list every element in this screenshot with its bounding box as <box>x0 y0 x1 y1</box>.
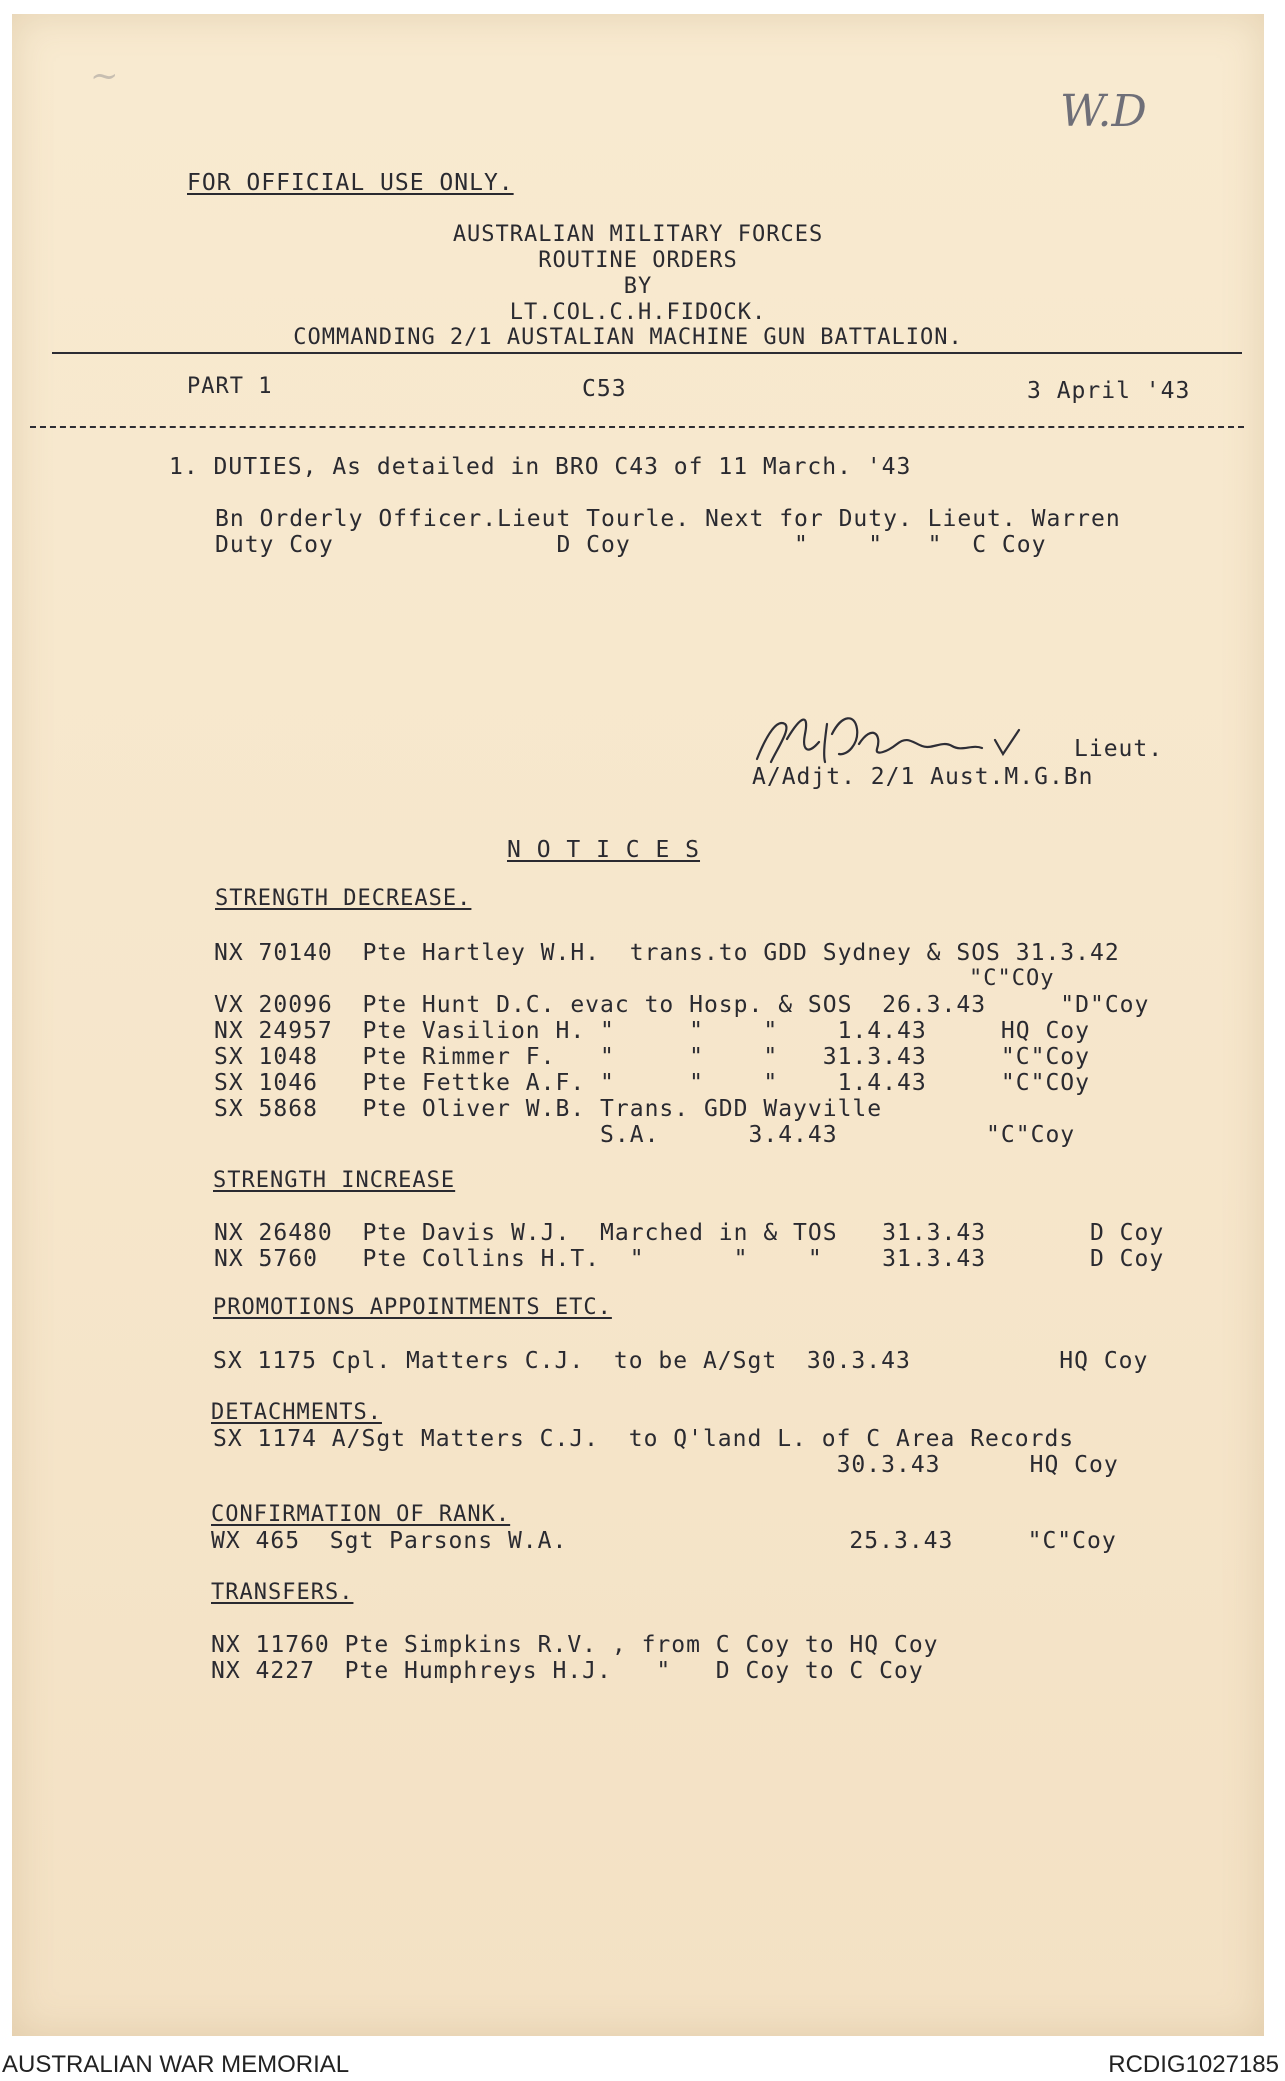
duties-heading: 1. DUTIES, As detailed in BRO C43 of 11 March. '43 <box>169 454 912 480</box>
transfers-line: NX 4227 Pte Humphreys H.J. " D Coy to C Coy <box>211 1658 924 1684</box>
strength-decrease-line: NX 24957 Pte Vasilion H. " " " 1.4.43 HQ Coy <box>214 1018 1090 1044</box>
handwritten-note-top-right: W.D <box>1060 86 1147 137</box>
header-by: BY <box>623 274 653 299</box>
duties-row-2: Duty Coy D Coy " " " C Coy <box>215 532 1047 558</box>
header-battalion: COMMANDING 2/1 AUSTALIAN MACHINE GUN BATTALION. <box>293 325 963 350</box>
detachments-line: SX 1174 A/Sgt Matters C.J. to Q'land L. of C Area Records <box>213 1426 1075 1452</box>
strength-increase-heading: STRENGTH INCREASE <box>213 1168 456 1193</box>
strength-increase-line: NX 5760 Pte Collins H.T. " " " 31.3.43 D Coy <box>214 1246 1165 1272</box>
strength-decrease-line: "C"COy <box>214 966 1055 991</box>
promotions-heading: PROMOTIONS APPOINTMENTS ETC. <box>213 1295 612 1320</box>
confirmation-line: WX 465 Sgt Parsons W.A. 25.3.43 "C"Coy <box>211 1528 1117 1554</box>
part-label: PART 1 <box>187 374 273 399</box>
strength-increase-line: NX 26480 Pte Davis W.J. Marched in & TOS 31.3.43 D Coy <box>214 1220 1165 1246</box>
transfers-heading: TRANSFERS. <box>211 1580 354 1605</box>
detachments-heading: DETACHMENTS. <box>211 1400 382 1425</box>
signature-rank: Lieut. <box>1074 736 1164 762</box>
handwritten-mark-top-left: ~ <box>90 56 119 96</box>
order-number: C53 <box>582 376 627 402</box>
header-rule-bottom <box>30 426 1244 428</box>
document-page <box>12 14 1264 2036</box>
strength-decrease-line: S.A. 3.4.43 "C"Coy <box>214 1122 1076 1148</box>
detachments-line: 30.3.43 HQ Coy <box>213 1452 1119 1478</box>
header-routine-orders: ROUTINE ORDERS <box>538 248 738 273</box>
duties-row-1: Bn Orderly Officer.Lieut Tourle. Next for Duty. Lieut. Warren <box>215 506 1121 532</box>
strength-decrease-heading: STRENGTH DECREASE. <box>215 886 472 911</box>
footer-record-id: RCDIG1027185 <box>1108 2051 1279 2078</box>
official-use-heading: FOR OFFICIAL USE ONLY. <box>187 170 514 196</box>
strength-decrease-line: SX 1046 Pte Fettke A.F. " " " 1.4.43 "C"COy <box>214 1070 1090 1096</box>
footer-institution: AUSTRALIAN WAR MEMORIAL <box>2 2051 350 2078</box>
header-forces: AUSTRALIAN MILITARY FORCES <box>452 222 824 247</box>
strength-decrease-line: VX 20096 Pte Hunt D.C. evac to Hosp. & SOS 26.3.43 "D"Coy <box>214 992 1150 1018</box>
promotions-line: SX 1175 Cpl. Matters C.J. to be A/Sgt 30.3.43 HQ Coy <box>213 1348 1149 1374</box>
header-rule-top <box>52 352 1242 354</box>
strength-decrease-line: SX 5868 Pte Oliver W.B. Trans. GDD Wayville <box>214 1096 883 1122</box>
header-commander: LT.COL.C.H.FIDOCK. <box>509 300 767 325</box>
strength-decrease-line: NX 70140 Pte Hartley W.H. trans.to GDD Sydney & SOS 31.3.42 <box>214 940 1120 966</box>
confirmation-heading: CONFIRMATION OF RANK. <box>211 1502 511 1527</box>
notices-heading: N O T I C E S <box>507 837 701 863</box>
transfers-line: NX 11760 Pte Simpkins R.V. , from C Coy to HQ Coy <box>211 1632 939 1658</box>
strength-decrease-line: SX 1048 Pte Rimmer F. " " " 31.3.43 "C"Coy <box>214 1044 1090 1070</box>
order-date: 3 April '43 <box>1027 378 1191 404</box>
signature-title: A/Adjt. 2/1 Aust.M.G.Bn <box>752 764 1094 790</box>
